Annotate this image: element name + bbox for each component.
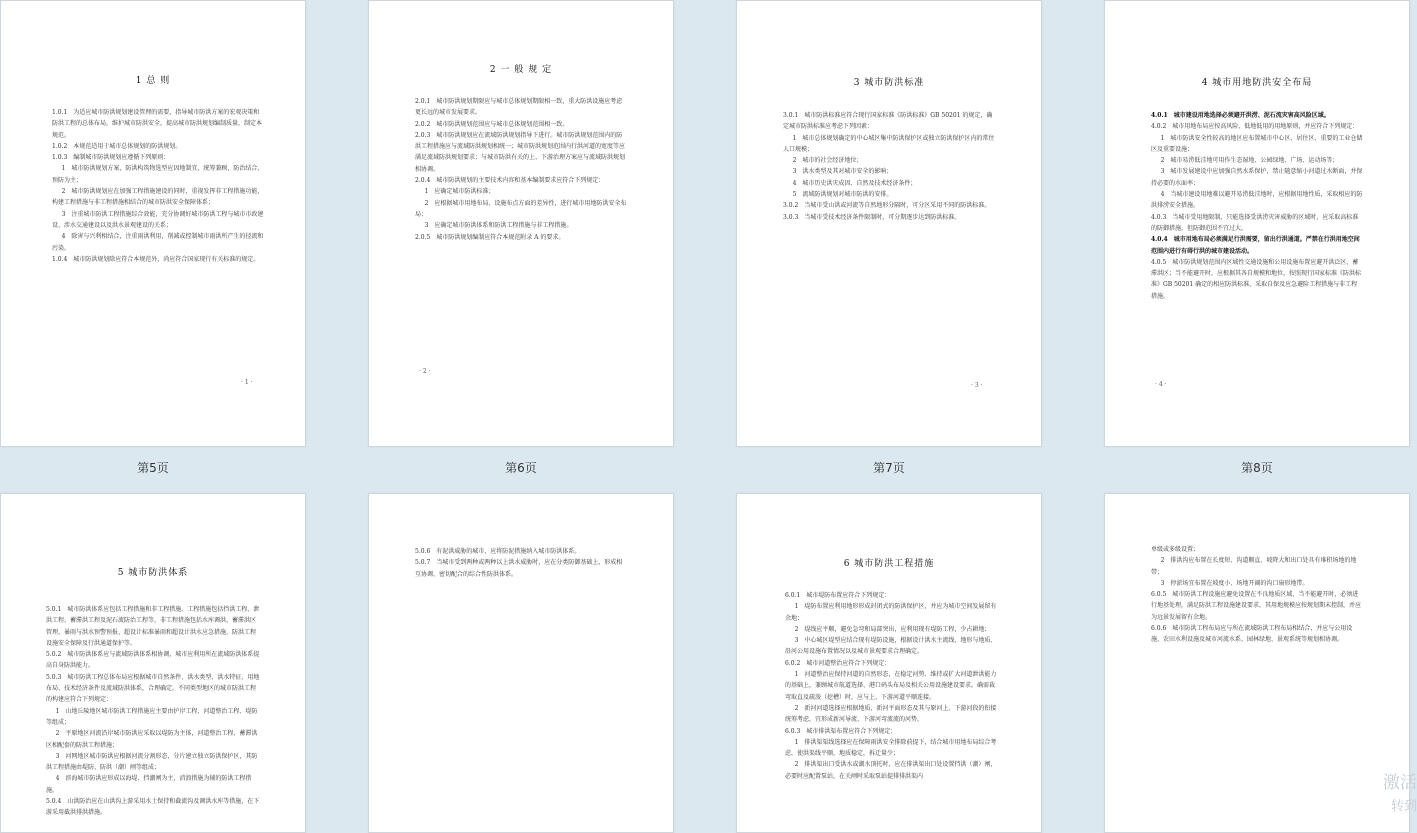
- clause-line: 4 除害与兴利相结合，注重雨洪利用，削减或控制城市雨洪所产生的径流和污染。: [52, 233, 264, 252]
- clause-line: 2.0.4 城市防洪规划的主要技术内容和基本编制要求应符合下列规定：: [415, 177, 605, 185]
- activation-watermark: [1383, 768, 1417, 793]
- page-body: [1151, 110, 1363, 302]
- clause-line: 2 城市的社会经济地位；: [792, 157, 863, 165]
- clause-line: 1.0.4 城市防洪规划除应符合本规范外，尚应符合国家现行有关标准的规定。: [52, 255, 260, 263]
- page-body: [415, 546, 627, 580]
- clause-line: 4.0.2 城市用地布局应按高风险、低地低用的用地原则，并应符合下列规定：: [1151, 123, 1359, 131]
- page-body: [1151, 544, 1363, 646]
- page-caption: 第6页: [505, 461, 537, 475]
- page-6[interactable]: [368, 0, 674, 447]
- clause-line: 2.0.2 城市防洪规划范围应与城市总体规划范围相一致。: [415, 120, 569, 128]
- page-title: 3 城市防洪标准: [853, 78, 925, 88]
- clause-line: 5.0.6 有泥洪威胁的城市，应将防泥措施纳入城市防洪体系。: [415, 548, 581, 555]
- page-body: [46, 604, 260, 819]
- page-number: · 3 ·: [971, 382, 983, 389]
- clause-line: 3 河网地区城市防洪应根据河流分割形态，分片建立独立防洪保护区，其防洪工程措施由堤防、防洪（潮）闸等组成；: [46, 752, 258, 772]
- clause-line: 5.0.2 城市防洪体系应与流域防洪体系相协调，城市应利用所在流域防洪体系提高自身防洪能力。: [46, 651, 260, 670]
- clause-line: 1.0.3 编制城市防洪规划应遵循下列原则：: [52, 154, 170, 162]
- clause-line: 1.0.2 本规范适用于城市总体规划的防洪规划。: [52, 142, 182, 150]
- clause-line: 1 应确定城市防洪标准；: [424, 188, 495, 196]
- clause-line: 1 山地丘陵地区城市防洪工程措施应主要由护岸工程、河道整治工程、堤防等组成；: [46, 707, 258, 726]
- clause-line: 1 城市防洪安全性较高的地区应布置城市中心区、居住区、重要的工业仓储区及重要设施；: [1151, 134, 1363, 153]
- page-7[interactable]: [736, 0, 1042, 447]
- page-5[interactable]: [0, 0, 306, 447]
- clause-line: 单级或多级设置；: [1151, 546, 1200, 553]
- clause-line: 2 城市防洪规划应在加强工程措施建设的同时，重视发挥非工程措施功能，构建工程措施与非工程措施相结合的城市防洪安全保障体系；: [52, 188, 264, 207]
- clause-line: 4.0.3 当城市受用地限制，只能选择受洪涝灾害威胁的区域时，应采取高标准的防御措施，但防御范围不宜过大。: [1151, 213, 1359, 232]
- clause-line: 1 城市总体规划确定的中心城区集中防洪保护区或独立防洪保护区内的常住人口规模；: [783, 134, 995, 153]
- clause-line: 6.0.6 城市防洪工程布局应与所在流域防洪工程布局相结合，并应与公用设施、农田水利设施及城市河流水系、园林绿地、景观系统等规划相协调。: [1151, 625, 1353, 644]
- clause-line: 2 排洪沟应布置在长度短、沟道顺直、坡降大和出口处具有堆积场地的地带；: [1151, 557, 1357, 576]
- clause-line: 4 当城市建设用地难以避开易涝低洼地时，应根据用地性质，采取相应的防洪排涝安全措施。: [1151, 191, 1363, 210]
- page-title: 5 城市防洪体系: [117, 568, 189, 578]
- clause-line: 4 城市历史洪灾成因、自然及技术经济条件；: [792, 179, 917, 187]
- clause-line: 4.0.1 城市建设用地选择必须避开洪涝、泥石流灾害高风险区域。: [1151, 112, 1330, 119]
- page-11[interactable]: [736, 493, 1042, 833]
- clause-line: 2.0.5 城市防洪规划编制应符合本规范附录 A 的要求。: [415, 233, 565, 241]
- clause-line: 3.0.1 城市防洪标准应符合现行国家标准《防洪标准》GB 50201 的规定，确定城市防洪标准应考虑下列因素：: [783, 112, 993, 131]
- clause-line: 2 新河河道选择应根据地质、新河平面形态及其与原河上、下游河段的衔接统筹考虑，宜形成新河导流、下游河弯流流的河势。: [785, 704, 997, 724]
- clause-line: 3 注重城市防洪工程措施综合效能，充分协调好城市防洪工程与城市市政建设、涉水交通建设以及洪水景观建设的关系；: [52, 210, 264, 229]
- clause-line: 3 城市发展建设中应加强自然水系保护，禁止随意缩小河道过水断面，并保持必要的水面率；: [1151, 168, 1363, 187]
- watermark-line-1: 激活: [1383, 773, 1417, 793]
- clause-line: 3 应确定城市防洪体系和防洪工程措施与非工程措施。: [424, 222, 573, 230]
- page-caption: 第5页: [137, 461, 169, 475]
- clause-line: 6.0.5 城市防洪工程设施应避免设置在不良地质区域，当不能避开时，必须进行地基处理，满足防洪工程设施建设要求，其用地规模应按规划期末控制，并应为远景发展留有余地。: [1151, 591, 1362, 621]
- page-8[interactable]: [1104, 0, 1410, 447]
- activation-watermark-sub: [1391, 795, 1417, 814]
- page-title: 2 一 般 规 定: [489, 65, 553, 75]
- page-title: 1 总 则: [135, 76, 171, 86]
- clause-line: 2 排洪渠出口受洪水或潮水顶托时，应在排洪渠出口处设置挡洪（潮）闸，必要时应配置泵站，在关闸时采取泵站提排排洪渠内: [785, 761, 997, 780]
- page-body: [415, 96, 627, 243]
- page-body: [785, 590, 997, 782]
- clause-line: 6.0.2 城市河道整治应符合下列规定：: [785, 659, 891, 667]
- clause-line: 4 滨海城市防洪应形成以海堤、挡潮闸为主，消浪措施为辅的防洪工程措施。: [46, 775, 252, 794]
- clause-line: 3 停淤场宜布置在坡度小、场地开阔的沟口扇形地带。: [1160, 579, 1309, 587]
- page-title: 6 城市防洪工程措施: [843, 559, 935, 569]
- clause-line: 2.0.1 城市防洪规划期限应与城市总体规划期限相一致，重大防洪设施应考虑更长远的城市发展要求。: [415, 98, 623, 117]
- clause-line: 2.0.3 城市防洪规划应在流域防洪规划指导下进行。城市防洪规划范围内的防洪工程措施应与流域防洪规划相统一；城市防洪规划范围内行洪河道的宽度等应满足流域防洪规划要求；与城市防洪有关的上、下游治理方案应与流域防洪规划相协调。: [415, 131, 626, 173]
- page-body: [783, 110, 995, 223]
- page-caption: 第8页: [1241, 461, 1273, 475]
- page-12[interactable]: [1104, 493, 1410, 833]
- clause-line: 1.0.1 为适应城市防洪规划建设管理的需要，指导城市防洪方案的宏观决策和防洪工程的总体布局，维护城市防洪安全，提高城市防洪规划编制质量，制定本规范。: [52, 109, 263, 139]
- clause-line: 5.0.4 山洪防治应在山洪沟上游采用水土保持和截流沟及调洪水库等措施，在下游采用截洪排洪措施。: [46, 798, 260, 817]
- clause-line: 5.0.3 城市防洪工程总体布局应根据城市自然条件、洪水类型、洪水特征、用地布局、技术经济条件及流域防洪体系，合理确定。不同类型地区的城市防洪工程的构建应符合下列规定：: [46, 673, 260, 704]
- page-body: [52, 107, 264, 265]
- clause-line: 3.0.3 当城市受技术经济条件限制时，可分期逐步达到防洪标准。: [783, 213, 961, 221]
- clause-line: 4.0.4 城市用地布局必须满足行洪需要，留出行洪通道。严禁在行洪用地空间范围内进行有碍行洪的城市建设活动。: [1151, 236, 1360, 255]
- page-9[interactable]: [0, 493, 306, 833]
- clause-line: 5.0.7 当城市受到两种或两种以上洪水威胁时，应在分类防御基础上，形成相互协调、密切配合的综合性防洪体系。: [415, 559, 623, 578]
- clause-line: 1 排洪渠渠线选择应在保障雨洪安全排除前提下，结合城市用地布局综合考虑，使洪渠线平顺，地质稳定，拆迁量少；: [785, 738, 997, 758]
- clause-line: 2 城市易涝低洼地可用作生态湿地、公园绿地、广场、运动场等；: [1160, 157, 1339, 165]
- clause-line: 1 城市防洪规划方案，防洪构筑物选型应因地制宜，统筹兼顾，防治结合、预防为主；: [52, 165, 264, 184]
- page-caption: 第7页: [873, 461, 905, 475]
- watermark-line-2: 转到: [1390, 799, 1417, 814]
- page-number: · 1 ·: [241, 379, 253, 386]
- clause-line: 1 河道整治应保持河道的自然形态，在稳定河势、维持或扩大河道泄洪能力的基础上，兼顾城市航道选择、港口码头布局及相关公用设施建设要求。确需裁弯取直及疏浚（挖槽）时，应与上、下游河道平顺连接。: [785, 671, 997, 701]
- clause-line: 3 中心城区堤型应结合现有堤防设施，根据设计洪水主流线、地形与地质、沿河公用设施布置情况以及城市景观要求合理确定。: [785, 637, 997, 656]
- clause-line: 4.0.5 城市防洪规划范围内区域性交通设施和公用设施布置应避开洪泛区、蓄滞洪区；当不能避开时，应根据其各自规模和地位，按照现行国家标准《防洪标准》GB 50201 确定的相应防洪标准，采取自保及应急避险工程措施与非工程措施。: [1151, 258, 1362, 300]
- clause-line: 3 洪水类型及其对城市安全的影响；: [792, 168, 893, 176]
- clause-line: 2 堤线应平顺，避免急弯和局部突出，应利用现有堤防工程，少占耕地；: [794, 625, 991, 633]
- clause-line: 1 堤防布置应利用地形形成封闭式的防洪保护区，并应为城市空间发展留有余地；: [785, 603, 997, 622]
- page-title: 4 城市用地防洪安全布局: [1201, 78, 1313, 88]
- clause-line: 2 应根据城市用地布局、设施布点方面的差异性，进行城市用地防洪安全布局；: [415, 199, 627, 218]
- clause-line: 3.0.2 当城市受山洪或河流等自然地形分隔时，可分区采用不同的防洪标准。: [783, 202, 991, 210]
- clause-line: 5.0.1 城市防洪体系应包括工程措施和非工程措施。工程措施包括挡洪工程、泄洪工程、蓄滞洪工程及泥石流防治工程等，非工程措施包括水库调洪、蓄滞洪区管理、暴雨与洪水预警预报、超设计标准暴雨和超设计洪水应急措施、防洪工程设施安全保障及行洪通道保护等。: [46, 606, 260, 647]
- clause-line: 6.0.3 城市排洪渠布置应符合下列规定：: [785, 727, 897, 735]
- clause-line: 2 平原地区河流沿岸城市防洪应采取以堤防为主体，河道整治工程、蓄滞洪区相配套的防洪工程措施；: [46, 730, 258, 749]
- page-number: · 4 ·: [1155, 381, 1167, 388]
- page-number: · 2 ·: [419, 368, 431, 375]
- clause-line: 5 流域防洪规划对城市防洪的安排。: [792, 191, 893, 199]
- clause-line: 6.0.1 城市堤防布置应符合下列规定：: [785, 592, 891, 599]
- page-10[interactable]: [368, 493, 674, 833]
